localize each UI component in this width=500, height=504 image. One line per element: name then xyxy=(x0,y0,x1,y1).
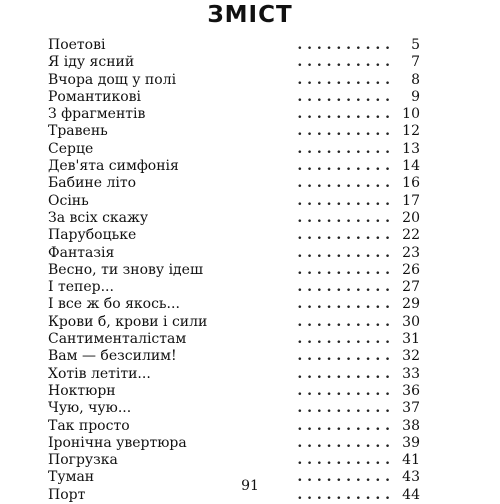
dot-leader: . . . . . . . . . . xyxy=(297,192,390,209)
toc-entry-title: Крови б, крови і сили xyxy=(48,313,208,330)
toc-entry-page: 43 xyxy=(402,469,420,486)
toc-entry xyxy=(48,452,420,469)
dot-leader: . . . . . . . . . . xyxy=(297,434,390,451)
toc-entry-page: 39 xyxy=(402,434,420,451)
dot-leader: . . . . . . . . . . xyxy=(297,106,390,123)
toc-entry-title: Фантазія xyxy=(48,244,115,261)
toc-entry-title: Так просто xyxy=(48,417,130,434)
dot-leader: . . . . . . . . . . xyxy=(297,400,390,417)
toc-entry xyxy=(48,37,420,54)
toc-entry-page: 17 xyxy=(402,192,420,209)
toc-entry-page: 8 xyxy=(411,71,420,88)
toc-entry-page: 30 xyxy=(402,313,420,330)
toc-entry-title: Туман xyxy=(48,469,95,486)
toc-entry xyxy=(48,193,420,210)
toc-entry xyxy=(48,279,420,296)
dot-leader: . . . . . . . . . . xyxy=(297,365,390,382)
dot-leader: . . . . . . . . . . xyxy=(297,88,390,105)
toc-entry xyxy=(48,262,420,279)
toc-entry-title: Чую, чую... xyxy=(48,400,132,417)
toc-entry-page: 33 xyxy=(402,365,420,382)
toc-entry-page: 26 xyxy=(402,261,420,278)
toc-entry-title: Парубоцьке xyxy=(48,227,137,244)
dot-leader: . . . . . . . . . . xyxy=(297,382,390,399)
toc-entry-page: 36 xyxy=(402,382,420,399)
toc-entry-title: Травень xyxy=(48,123,108,140)
toc-entry-page: 20 xyxy=(402,209,420,226)
toc-entry-page: 27 xyxy=(402,279,420,296)
toc-entry xyxy=(48,210,420,227)
toc-entry xyxy=(48,245,420,262)
toc-entry-title: Весно, ти знову ідеш xyxy=(48,261,203,278)
dot-leader: . . . . . . . . . . xyxy=(297,227,390,244)
dot-leader: . . . . . . . . . . xyxy=(297,313,390,330)
toc-entry xyxy=(48,123,420,140)
toc-entry-page: 10 xyxy=(402,106,420,123)
dot-leader: . . . . . . . . . . xyxy=(297,469,390,486)
toc-entry-title: Я іду ясний xyxy=(48,54,135,71)
toc-entry-page: 23 xyxy=(402,244,420,261)
toc-entry-page: 32 xyxy=(402,348,420,365)
toc-entry xyxy=(48,141,420,158)
toc-entry xyxy=(48,314,420,331)
toc-entry-page: 37 xyxy=(402,400,420,417)
toc-entry xyxy=(48,366,420,383)
dot-leader: . . . . . . . . . . xyxy=(297,209,390,226)
toc-entry-page: 44 xyxy=(402,486,420,503)
toc-entry xyxy=(48,175,420,192)
toc-entry-page: 38 xyxy=(402,417,420,434)
toc-entry xyxy=(48,469,420,486)
toc-entry xyxy=(48,418,420,435)
toc-entry-title: Іронічна увертюра xyxy=(48,434,187,451)
dot-leader: . . . . . . . . . . xyxy=(297,261,390,278)
toc-entry-title: Сантименталістам xyxy=(48,331,187,348)
toc-entry-page: 13 xyxy=(402,140,420,157)
toc-entry-page: 9 xyxy=(411,88,420,105)
toc-entry xyxy=(48,487,420,504)
toc-entry xyxy=(48,435,420,452)
toc-entry-title: Осінь xyxy=(48,192,89,209)
dot-leader: . . . . . . . . . . xyxy=(297,331,390,348)
toc-entry-title: Серце xyxy=(48,140,94,157)
dot-leader: . . . . . . . . . . xyxy=(297,140,390,157)
toc-entry xyxy=(48,227,420,244)
toc-entry-title: Ноктюрн xyxy=(48,382,116,399)
toc-entry-page: 31 xyxy=(402,331,420,348)
toc-entry-page: 5 xyxy=(411,37,420,53)
toc-entry xyxy=(48,158,420,175)
dot-leader: . . . . . . . . . . xyxy=(297,71,390,88)
toc-entry-title: Порт xyxy=(48,486,86,503)
dot-leader: . . . . . . . . . . xyxy=(297,296,390,313)
toc-entry-title: За всіх скажу xyxy=(48,209,149,226)
toc-entry xyxy=(48,54,420,71)
dot-leader: . . . . . . . . . . xyxy=(297,452,390,469)
toc-entry-title: Дев'ята симфонія xyxy=(48,158,179,175)
toc-entry xyxy=(48,296,420,313)
dot-leader: . . . . . . . . . . xyxy=(297,348,390,365)
dot-leader: . . . . . . . . . . xyxy=(297,244,390,261)
toc-entry-page: 41 xyxy=(402,452,420,469)
dot-leader: . . . . . . . . . . xyxy=(297,54,390,71)
toc-entry-title: Вам — безсилим! xyxy=(48,348,177,365)
page-number: 91 xyxy=(241,478,259,494)
toc-entry-page: 14 xyxy=(402,158,420,175)
dot-leader: . . . . . . . . . . xyxy=(297,158,390,175)
toc-entry xyxy=(48,400,420,417)
toc-entry xyxy=(48,348,420,365)
table-of-contents xyxy=(48,37,420,504)
dot-leader: . . . . . . . . . . xyxy=(297,486,390,503)
toc-entry-page: 29 xyxy=(402,296,420,313)
toc-entry xyxy=(48,89,420,106)
toc-entry-title: І все ж бо якось... xyxy=(48,296,180,313)
toc-entry-title: Вчора дощ у полі xyxy=(48,71,177,88)
toc-entry-title: І тепер... xyxy=(48,279,114,296)
toc-entry-title: Романтикові xyxy=(48,88,142,105)
toc-entry-page: 12 xyxy=(402,123,420,140)
page-title: ЗМІСТ xyxy=(207,2,293,28)
toc-entry-title: Хотів летіти... xyxy=(48,365,151,382)
toc-entry-page: 22 xyxy=(402,227,420,244)
dot-leader: . . . . . . . . . . xyxy=(297,279,390,296)
dot-leader: . . . . . . . . . . xyxy=(297,175,390,192)
dot-leader: . . . . . . . . . . xyxy=(297,417,390,434)
toc-entry-title: З фрагментів xyxy=(48,106,146,123)
toc-entry xyxy=(48,383,420,400)
dot-leader: . . . . . . . . . . xyxy=(297,37,390,53)
toc-entry-title: Поетові xyxy=(48,37,106,53)
toc-entry-page: 16 xyxy=(402,175,420,192)
toc-entry-title: Погрузка xyxy=(48,452,118,469)
toc-entry xyxy=(48,72,420,89)
toc-entry-title: Бабине літо xyxy=(48,175,137,192)
toc-entry xyxy=(48,106,420,123)
dot-leader: . . . . . . . . . . xyxy=(297,123,390,140)
toc-entry-page: 7 xyxy=(411,54,420,71)
toc-entry xyxy=(48,331,420,348)
